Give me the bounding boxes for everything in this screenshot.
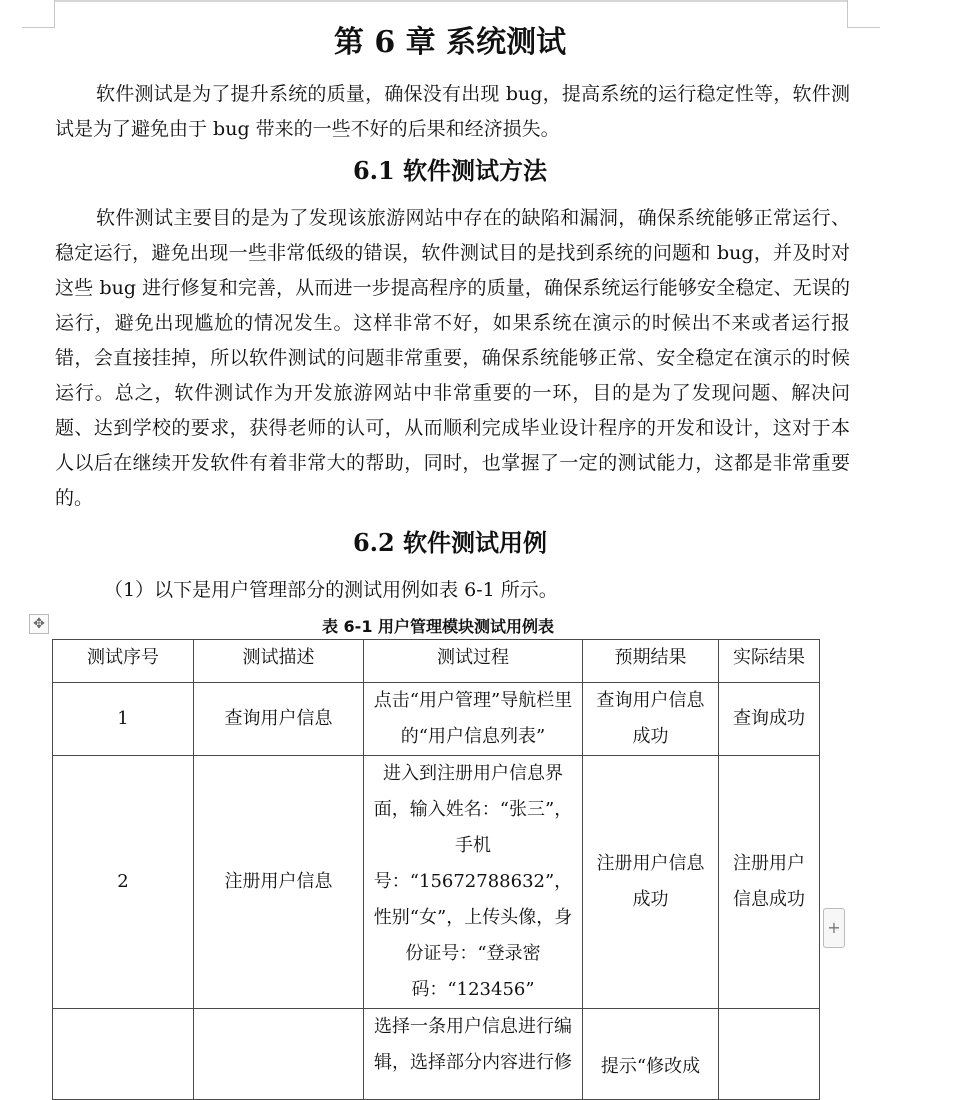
cell-test-process: 点击“用户管理”导航栏里的“用户信息列表” [364, 683, 583, 756]
header-test-desc: 测试描述 [194, 640, 364, 683]
chapter-title: 第 6 章 系统测试 [333, 25, 567, 60]
cell-expected-result [583, 1009, 719, 1100]
cell-actual-result: 查询成功 [719, 683, 820, 756]
test-case-table [52, 639, 820, 1100]
table-caption: 表 6-1 用户管理模块测试用例表 [321, 617, 555, 636]
cell-test-desc: 查询用户信息 [194, 683, 364, 756]
cell-test-no: 2 [53, 756, 194, 1009]
cell-expected-result: 查询用户信息成功 [583, 683, 719, 756]
cell-test-no: 1 [53, 683, 194, 756]
table-row [53, 756, 820, 1009]
cell-actual-result: 注册用户信息成功 [719, 756, 820, 1009]
cell-actual-result [719, 1009, 820, 1100]
table-row [53, 683, 820, 756]
plus-icon: + [827, 918, 841, 937]
page-top-edge [55, 0, 847, 2]
add-table-row-button[interactable] [823, 908, 845, 948]
cell-test-process: 进入到注册用户信息界面，输入姓名：“张三”，手机号：“15672788632”，性别“女”，上传头像，身份证号：“登录密码：“123456” [364, 756, 583, 1009]
cell-test-desc [194, 1009, 364, 1100]
test-case-intro-item: （1）以下是用户管理部分的测试用例如表 6-1 所示。 [104, 579, 558, 601]
section-6-1-paragraph: 软件测试主要目的是为了发现该旅游网站中存在的缺陷和漏洞，确保系统能够正常运行、稳定运行，避免出现一些非常低级的错误，软件测试目的是找到系统的问题和 bug，并及时对这些 bug 进行修复和完善，从而进一步提高程序的质量，确保系统运行能够安全稳定、无误的运行，避免出现尴尬的情况发生。这样非常不好，如果系统在演示的时候出不来或者运行报错，会直接挂掉，所以软件测试的问题非常重要，确保系统能够正常、安全稳定在演示的时候运行。总之，软件测试作为开发旅游网站中非常重要的一环，目的是为了发现问题、解决问题、达到学校的要求，获得老师的认可，从而顺利完成毕业设计程序的开发和设计，这对于本人以后在继续开发软件有着非常大的帮助，同时，也掌握了一定的测试能力，这都是非常重要的。 [55, 207, 850, 509]
cell-test-process: 选择一条用户信息进行编辑，选择部分内容进行修 [364, 1009, 583, 1100]
section-title-6-1: 6.1 软件测试方法 [352, 156, 548, 185]
intro-paragraph: 软件测试是为了提升系统的质量，确保没有出现 bug，提高系统的运行稳定性等，软件测试是为了避免由于 bug 带来的一些不好的后果和经济损失。 [55, 83, 850, 140]
header-test-process: 测试过程 [364, 640, 583, 683]
cell-test-no [53, 1009, 194, 1100]
header-expected-result: 预期结果 [583, 640, 719, 683]
move-arrows-icon: ✥ [33, 616, 45, 632]
table-header-row [53, 640, 820, 683]
table-row [53, 1009, 820, 1100]
header-actual-result: 实际结果 [719, 640, 820, 683]
cell-expected-result-text: 提示“修改成 [600, 1056, 701, 1077]
cell-test-desc: 注册用户信息 [194, 756, 364, 1009]
cell-expected-result: 注册用户信息成功 [583, 756, 719, 1009]
section-title-6-2: 6.2 软件测试用例 [352, 528, 548, 557]
table-move-handle[interactable] [29, 614, 49, 634]
header-test-no: 测试序号 [53, 640, 194, 683]
